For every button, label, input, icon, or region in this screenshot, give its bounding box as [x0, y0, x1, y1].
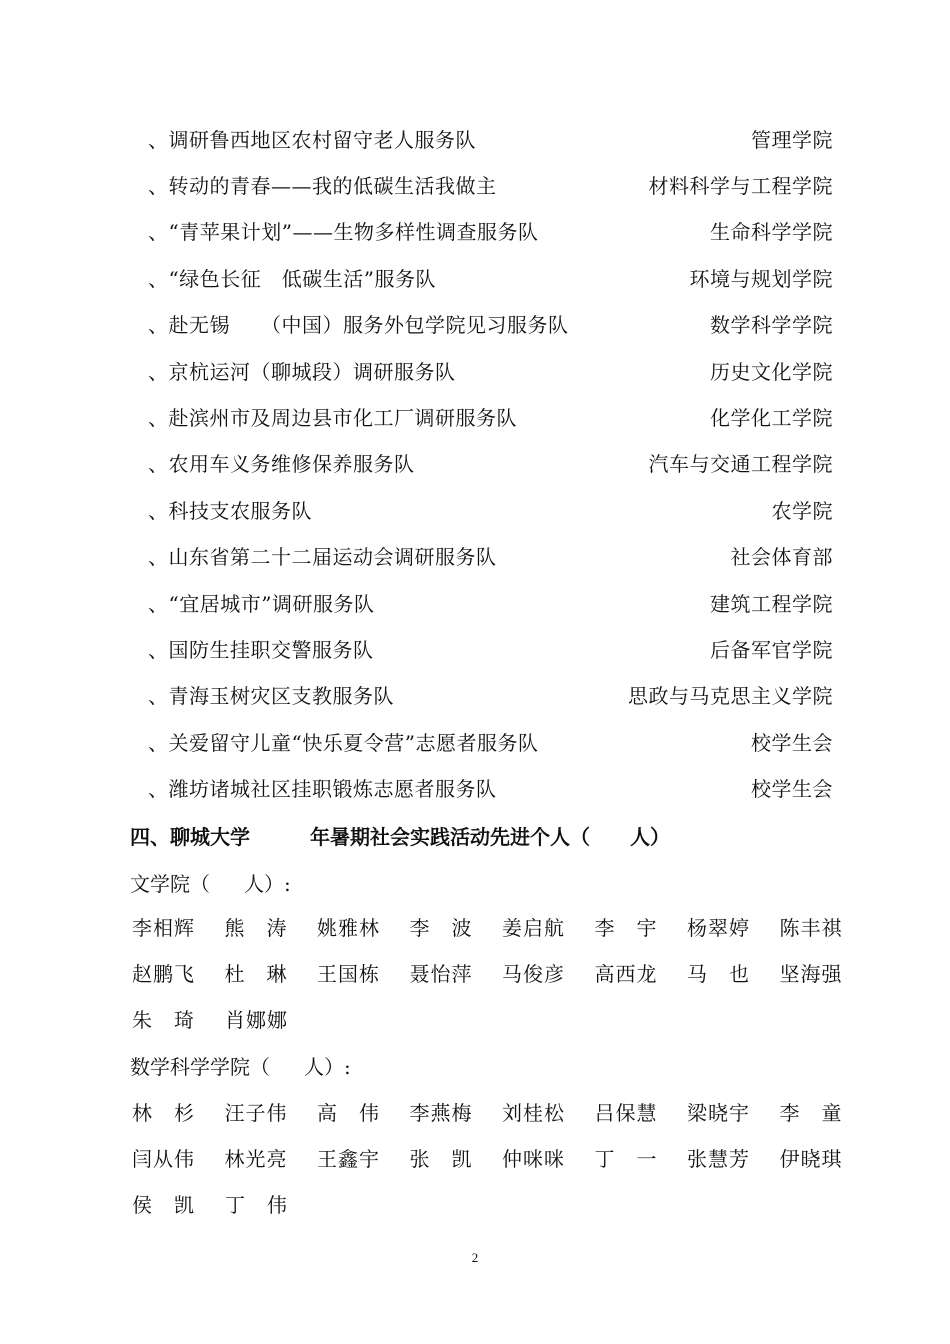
- team-name: 、“宜居城市”调研服务队: [148, 591, 375, 616]
- name-row: [132, 949, 872, 995]
- team-row: [148, 254, 833, 300]
- person-name: 李 童: [779, 1100, 843, 1125]
- team-college: 环境与规划学院: [689, 266, 833, 291]
- team-college: 校学生会: [751, 777, 833, 802]
- person-name: 赵鹏飞: [132, 961, 195, 986]
- team-college: 汽车与交通工程学院: [648, 452, 833, 477]
- team-row: [148, 440, 833, 486]
- team-row: [148, 533, 833, 579]
- person-name: 王鑫宇: [317, 1146, 380, 1171]
- team-row: [148, 625, 833, 671]
- person-name: 李相辉: [132, 915, 195, 940]
- team-name: 、青海玉树灾区支教服务队: [148, 684, 394, 709]
- team-name: 、农用车义务维修保养服务队: [148, 452, 415, 477]
- team-college: 后备军官学院: [710, 637, 833, 662]
- person-name: 马 也: [687, 961, 750, 986]
- person-name: 张 凯: [409, 1146, 473, 1171]
- team-row: [148, 486, 833, 532]
- team-row: [148, 301, 833, 347]
- team-college: 建筑工程学院: [710, 591, 833, 616]
- team-college: 管理学院: [751, 127, 833, 152]
- person-name: 丁 伟: [225, 1192, 288, 1217]
- team-name: 、京杭运河（聊城段）调研服务队: [148, 359, 456, 384]
- section-heading-part1: 四、聊城大学: [130, 824, 250, 849]
- person-name: 吕保慧: [594, 1100, 658, 1125]
- section-heading-part3: 人）: [630, 824, 670, 849]
- team-row: [148, 672, 833, 718]
- person-name: 仲咪咪: [502, 1146, 565, 1171]
- team-name: 、国防生挂职交警服务队: [148, 637, 374, 662]
- name-row: [132, 1134, 872, 1180]
- person-name: 李 波: [409, 915, 473, 940]
- service-team-list: [148, 115, 833, 811]
- team-row: [148, 208, 833, 254]
- section-heading-part2: 年暑期社会实践活动先进个人（: [310, 824, 590, 849]
- college-label-suffix: 人）:: [304, 1054, 351, 1079]
- person-name: 高西龙: [594, 961, 658, 986]
- team-college: 生命科学学院: [710, 220, 833, 245]
- names-grid-wenxueyuan: [132, 903, 872, 1041]
- person-name: 闫从伟: [132, 1146, 195, 1171]
- team-row: [148, 764, 833, 810]
- team-name: 、调研鲁西地区农村留守老人服务队: [148, 127, 476, 152]
- person-name: 陈丰祺: [779, 915, 843, 940]
- team-row: [148, 347, 833, 393]
- college-label-text: 文学院（: [130, 871, 210, 896]
- person-name: 姚雅林: [317, 915, 380, 940]
- person-name: 伊晓琪: [779, 1146, 843, 1171]
- names-grid-shuxue: [132, 1088, 872, 1226]
- person-name: 杜 琳: [224, 961, 288, 986]
- team-name: 、赴无锡 （中国）服务外包学院见习服务队: [148, 313, 569, 338]
- team-name: 、“绿色长征 低碳生活”服务队: [148, 266, 436, 291]
- person-name: 林光亮: [224, 1146, 288, 1171]
- person-name: 林 杉: [132, 1100, 195, 1125]
- person-name: 梁晓宇: [687, 1100, 750, 1125]
- college-label-text: 数学科学学院（: [130, 1054, 270, 1079]
- person-name: 丁 一: [594, 1146, 658, 1171]
- team-name: 、山东省第二十二届运动会调研服务队: [148, 545, 497, 570]
- team-name: 、“青苹果计划”——生物多样性调查服务队: [148, 220, 539, 245]
- team-college: 思政与马克思主义学院: [628, 684, 833, 709]
- team-college: 社会体育部: [730, 545, 833, 570]
- person-name: 聂怡萍: [409, 961, 473, 986]
- team-college: 化学化工学院: [710, 406, 833, 431]
- person-name: 侯 凯: [132, 1192, 195, 1217]
- team-row: [148, 161, 833, 207]
- name-row: [132, 1180, 872, 1226]
- team-college: 数学科学学院: [710, 313, 833, 338]
- person-name: 肖娜娜: [225, 1007, 288, 1032]
- team-college: 农学院: [771, 498, 833, 523]
- team-row: [148, 579, 833, 625]
- team-name: 、科技支农服务队: [148, 498, 312, 523]
- name-row: [132, 1088, 872, 1134]
- team-college: 校学生会: [751, 730, 833, 755]
- team-row: [148, 393, 833, 439]
- name-row: [132, 995, 872, 1041]
- person-name: 姜启航: [502, 915, 565, 940]
- team-name: 、潍坊诸城社区挂职锻炼志愿者服务队: [148, 777, 497, 802]
- team-row: [148, 718, 833, 764]
- person-name: 马俊彦: [502, 961, 565, 986]
- person-name: 朱 琦: [132, 1007, 195, 1032]
- team-row: [148, 115, 833, 161]
- person-name: 李燕梅: [409, 1100, 473, 1125]
- team-name: 、关爱留守儿童“快乐夏令营”志愿者服务队: [148, 730, 539, 755]
- person-name: 高 伟: [317, 1100, 380, 1125]
- college-label-suffix: 人）:: [244, 871, 291, 896]
- section-heading: [130, 813, 830, 857]
- person-name: 熊 涛: [224, 915, 288, 940]
- person-name: 汪子伟: [224, 1100, 288, 1125]
- person-name: 李 宇: [594, 915, 658, 940]
- person-name: 坚海强: [779, 961, 843, 986]
- person-name: 刘桂松: [502, 1100, 565, 1125]
- person-name: 杨翠婷: [687, 915, 750, 940]
- college-label-wenxueyuan: [130, 862, 291, 902]
- team-name: 、赴滨州市及周边县市化工厂调研服务队: [148, 406, 517, 431]
- person-name: 张慧芳: [687, 1146, 750, 1171]
- name-row: [132, 903, 872, 949]
- team-college: 材料科学与工程学院: [648, 174, 833, 199]
- team-name: 、转动的青春——我的低碳生活我做主: [148, 174, 497, 199]
- person-name: 王国栋: [317, 961, 380, 986]
- team-college: 历史文化学院: [710, 359, 833, 384]
- page-number: 2: [471, 1250, 479, 1265]
- college-label-shuxue: [130, 1045, 351, 1085]
